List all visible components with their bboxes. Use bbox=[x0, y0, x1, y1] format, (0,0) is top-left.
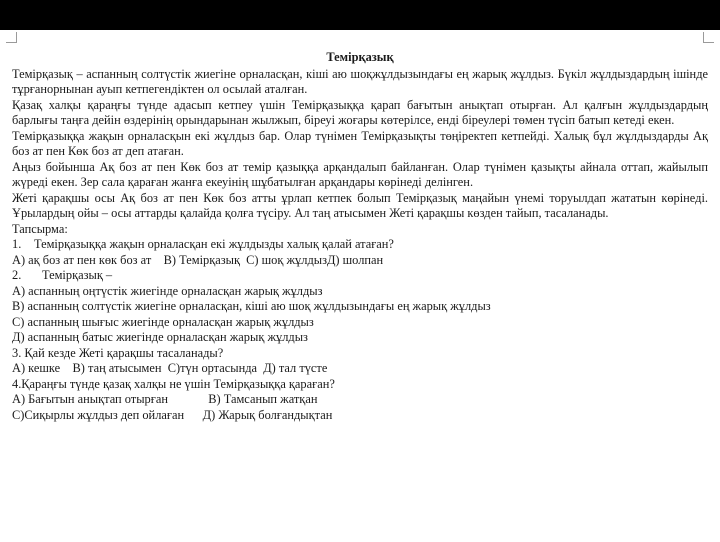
question-4-options-row-2: С)Сиқырлы жұлдыз деп ойлаған Д) Жарық болғандықтан bbox=[12, 407, 333, 422]
question-1-number: 1. bbox=[12, 237, 22, 251]
paragraph-2: Қазақ халқы қараңғы түнде адасып кетпеу үшін Темірқазыққа қарап бағытын анықтап отырған. Ал қалғын жұлдыздардың барлығы таңға дейін өздерінің орындарынан жылжып, біреуі жоғары көтерілсе, енді біреулері төмен түсіп батып кетеді екен. bbox=[12, 97, 708, 127]
paragraph-1: Темірқазық – аспанның солтүстік жиегіне орналасқан, кіші аю шоқжұлдызындағы ең жарық жұлдыз. Бүкіл жұлдыздардың ішінде тұрғанорнынан ауып кетпегендіктен ол осылай аталған. bbox=[12, 66, 708, 96]
page-corner-mark-right bbox=[703, 32, 714, 43]
question-2-option-b: В) аспанның солтүстік жиегіне орналасқан, кіші аю шоқ жұлдызындағы ең жарық жұлдыз bbox=[12, 299, 491, 313]
question-2-option-c: С) аспанның шығыс жиегінде орналасқан жарық жұлдыз bbox=[12, 314, 314, 329]
question-4: 4.Қараңғы түнде қазақ халқы не үшін Темірқазыққа қараған? bbox=[12, 376, 335, 391]
question-1-text: Темірқазыққа жақын орналасқан екі жұлдызды халық қалай атаған? bbox=[34, 237, 394, 251]
question-2-number: 2. bbox=[12, 268, 22, 282]
question-2-option-a: А) аспанның оңтүстік жиегінде орналасқан жарық жұлдыз bbox=[12, 283, 323, 298]
question-2-option-d: Д) аспанның батыс жиегінде орналасқан жарық жұлдыз bbox=[12, 330, 308, 344]
question-4-options-row-1: А) Бағытын анықтап отырған В) Тамсанып жатқан bbox=[12, 392, 318, 406]
question-2-text: Темірқазық – bbox=[42, 268, 113, 282]
paragraph-4: Аңыз бойынша Ақ боз ат пен Көк боз ат темір қазыққа арқандалып байланған. Олар түнімен қазықты айнала оттап, жайылып жүреді екен. Зер сала қараған жанға екеуінің шұбатылған арқандары көрінеді делінген. bbox=[12, 159, 708, 189]
paragraph-3: Темірқазыққа жақын орналасқын екі жұлдыз бар. Олар түнімен Темірқазықты төңіректеп кетпейді. Халық бұл жұлдыздарды Ақ боз ат пен Көк боз ат деп атаған. bbox=[12, 128, 708, 158]
document-title: Темірқазық bbox=[326, 50, 394, 64]
task-label: Тапсырма: bbox=[12, 221, 68, 236]
question-1-options: А) ақ боз ат пен көк боз ат В) Темірқазық С) шоқ жұлдызД) шолпан bbox=[12, 252, 384, 267]
question-3-options: А) кешке В) таң атысымен С)түн ортасында Д) тал түсте bbox=[12, 361, 328, 375]
question-2 bbox=[12, 268, 708, 284]
page-corner-mark-left bbox=[6, 32, 17, 43]
document-page bbox=[12, 50, 708, 423]
question-1 bbox=[12, 237, 708, 253]
top-black-bar bbox=[0, 0, 720, 30]
paragraph-5: Жеті қарақшы осы Ақ боз ат пен Көк боз атты ұрлап кетпек болып Темірқазық маңайын үнемі торуылдап жататын көрінеді. Ұрылардың ойы – осы аттарды қалайда қолға түсіру. Ал таң атысымен Жеті қарақшы көзден тайып, тасаланады. bbox=[12, 190, 708, 220]
question-3: 3. Қай кезде Жеті қарақшы тасаланады? bbox=[12, 345, 224, 360]
